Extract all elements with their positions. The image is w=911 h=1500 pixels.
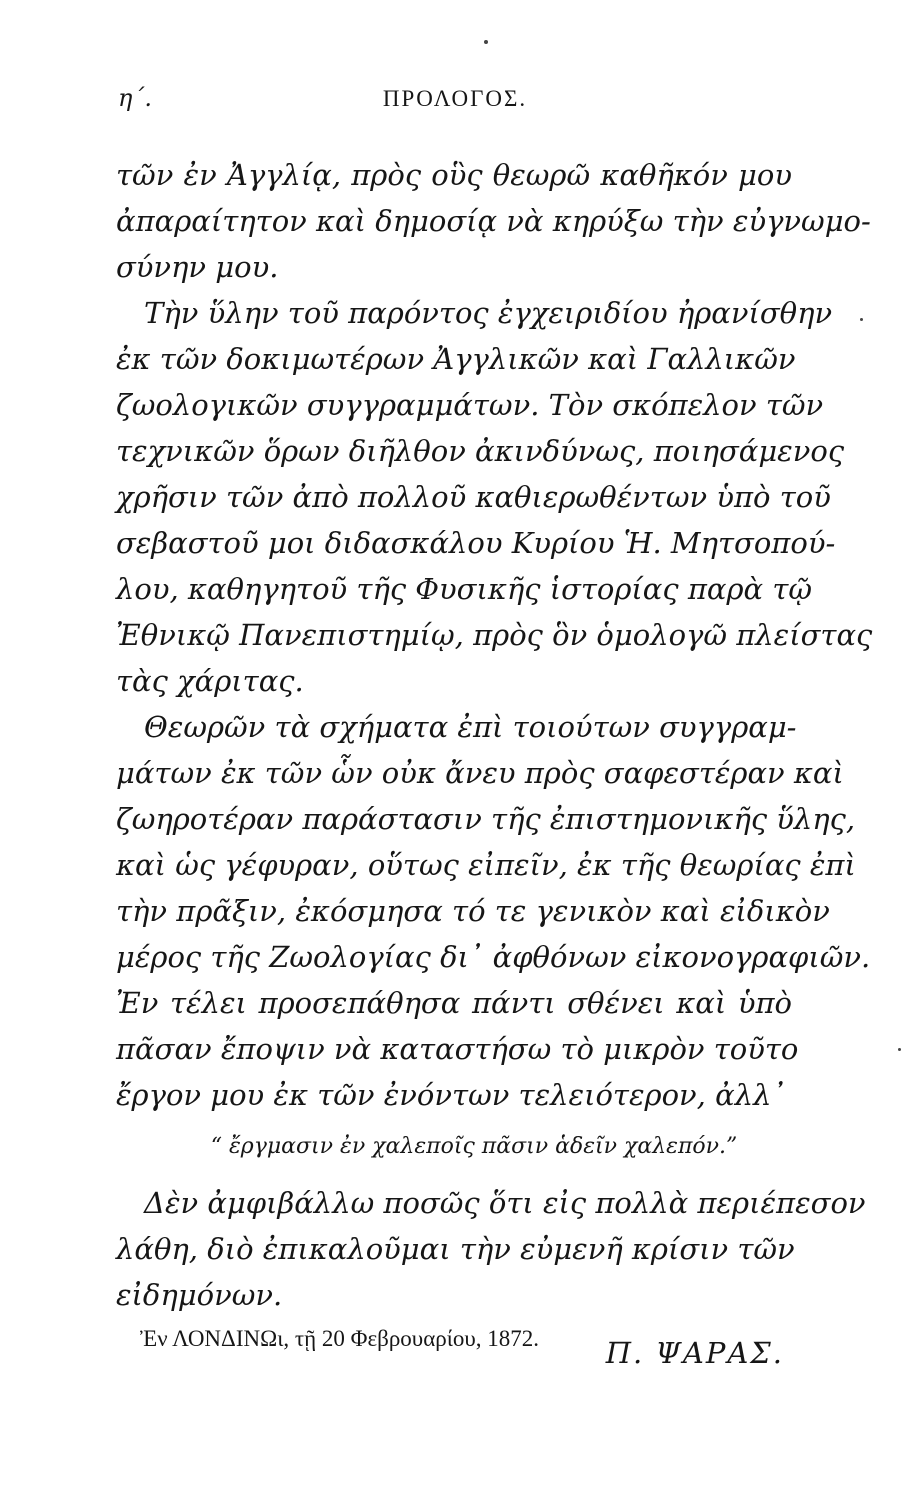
text-line: ἀπαραίτητον καὶ δημοσίᾳ νὰ κηρύξω τὴν εὐγνωμο- [116,204,871,238]
text-line: καὶ ὡς γέφυραν, οὕτως εἰπεῖν, ἐκ τῆς θεωρίας ἐπὶ [116,848,856,882]
text-line: σεβαστοῦ μοι διδασκάλου Κυρίου Ἡ. Μητσοπού- [116,526,836,560]
text-line: λου, καθηγητοῦ τῆς Φυσικῆς ἱστορίας παρὰ τῷ [116,572,813,606]
scan-speck [898,1048,901,1051]
text-line: ἐκ τῶν δοκιμωτέρων Ἀγγλικῶν καὶ Γαλλικῶν [116,342,796,376]
text-line: Ἐν τέλει προσεπάθησα πάντι σθένει καὶ ὑπὸ [116,986,792,1020]
text-line: μέρος τῆς Ζωολογίας δι᾽ ἀφθόνων εἰκονογραφιῶν. [116,940,871,974]
scan-speck [860,318,863,321]
text-line: μάτων ἐκ τῶν ὧν οὐκ ἄνευ πρὸς σαφεστέραν καὶ [116,756,844,790]
text-line: Τὴν ὕλην τοῦ παρόντος ἐγχειριδίου ἠρανίσθην [144,296,833,330]
text-line: εἰδημόνων. [116,1278,283,1312]
text-line: τὴν πρᾶξιν, ἐκόσμησα τό τε γενικὸν καὶ εἰδικὸν [116,894,830,928]
text-line: τεχνικῶν ὅρων διῆλθον ἀκινδύνως, ποιησάμενος [116,434,845,468]
text-line: ἔργον μου ἐκ τῶν ἐνόντων τελειότερον, ἀλλ᾽ [116,1078,786,1112]
text-line: Δὲν ἀμφιβάλλω ποσῶς ὅτι εἰς πολλὰ περιέπεσον [144,1186,866,1220]
text-line: Θεωρῶν τὰ σχήματα ἐπὶ τοιούτων συγγραμ- [144,710,797,744]
text-line: ζωηροτέραν παράστασιν τῆς ἐπιστημονικῆς ὕλης, [116,802,856,836]
page-number: η΄. [118,84,153,112]
text-line: τὰς χάριτας. [116,664,304,698]
running-title: ΠΡΟΛΟΓΟΣ. [382,86,528,111]
text-line: λάθη, διὸ ἐπικαλοῦμαι τὴν εὐμενῆ κρίσιν τῶν [116,1232,795,1266]
preface-body [116,152,873,1376]
scan-speck [484,40,488,44]
quotation: “ ἔργμασιν ἐν χαλεποῖς πᾶσιν ἁδεῖν χαλεπόν.” [210,1134,738,1159]
text-line: χρῆσιν τῶν ἀπὸ πολλοῦ καθιερωθέντων ὑπὸ τοῦ [116,480,831,514]
text-line: Ἐθνικῷ Πανεπιστημίῳ, πρὸς ὃν ὁμολογῶ πλείστας [116,618,873,652]
text-line: σύνην μου. [116,250,279,284]
page-header [0,84,911,124]
author-signature: Π. ΨΑΡΑΣ. [605,1336,784,1370]
text-line: πᾶσαν ἔποψιν νὰ καταστήσω τὸ μικρὸν τοῦτο [116,1032,799,1066]
text-line: ζωολογικῶν συγγραμμάτων. Τὸν σκόπελον τῶν [116,388,824,422]
dateline: Ἐν ΛΟΝΔΙΝΩι, τῇ 20 Φεβρουαρίου, 1872. [140,1326,540,1351]
text-line: τῶν ἐν Ἀγγλίᾳ, πρὸς οὓς θεωρῶ καθῆκόν μου [116,158,792,192]
